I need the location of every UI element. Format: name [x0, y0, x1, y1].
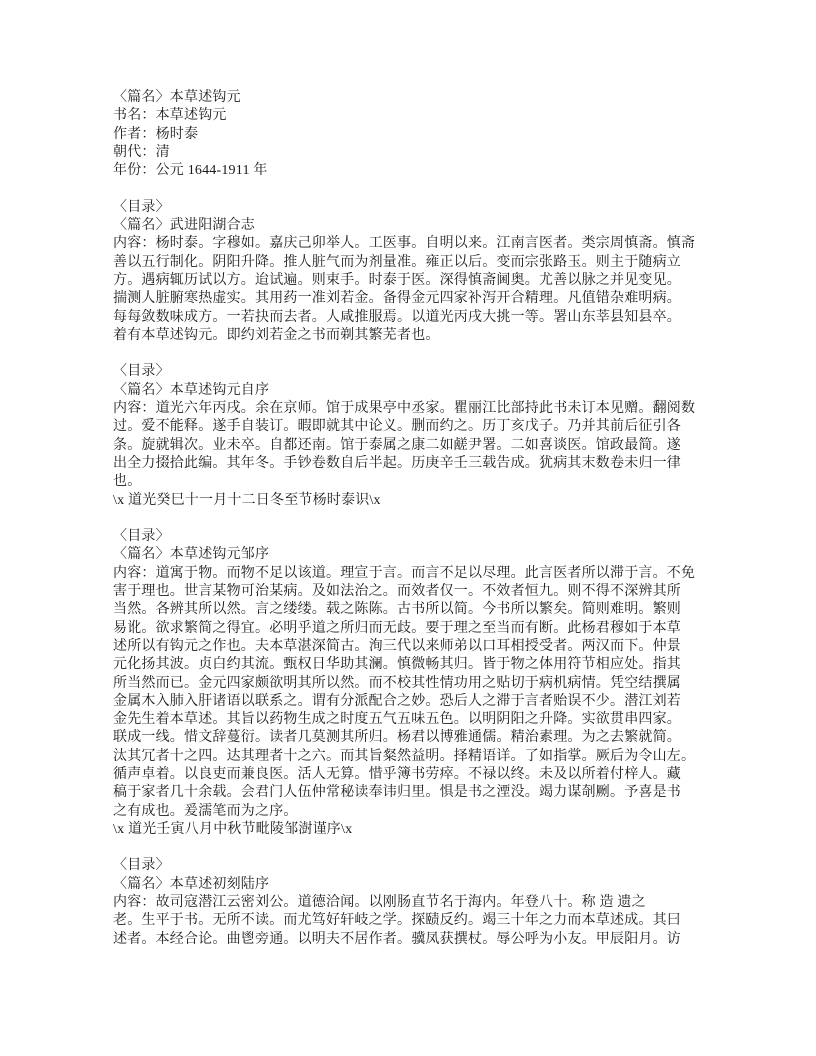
text-line: 汰其冗者十之四。达其理者十之六。而其旨粲然益明。择精语详。了如指掌。厥后为令山左。 [113, 748, 696, 764]
text-line: 内容：杨时泰。字穆如。嘉庆己卯举人。工医事。自明以来。江南言医者。类宗周慎斋。慎斋 [113, 236, 696, 252]
text-section-zixu [113, 363, 753, 509]
text-line: 金先生着本草述。其旨以药物生成之时度五气五味五色。以明阴阳之升降。实欲贯串四家。 [113, 712, 681, 728]
text-line: 也。 [113, 474, 142, 490]
text-line: 述者。本经合论。曲鬯旁通。以明夫不居作者。骥凤获撰杖。辱公呼为小友。甲辰阳月。访 [113, 931, 681, 947]
text-line: 内容：故司寇潜江云密刘公。道德洽闻。以刚肠直节名于海内。年登八十。称 造 遗之 [113, 895, 646, 911]
text-line: 联成一线。惜文辞蔓衍。读者几莫测其所归。杨君以博雅通儒。精治素理。为之去繁就简。 [113, 730, 681, 746]
text-line: 〈篇名〉本草述钩元邹序 [113, 547, 270, 563]
text-line: 揣测人脏腑寒热虚实。其用药一准刘若金。备得金元四家补泻开合精理。凡值错杂难明病。 [113, 291, 681, 307]
text-line: 〈篇名〉本草述钩元 [113, 90, 241, 105]
text-line: 元化扬其波。贞白约其流。甄权日华助其澜。慎微畅其归。皆于物之体用符节相应处。指其 [113, 657, 681, 673]
text-line: 易讹。欲求繁简之得宜。必明乎道之所归而无歧。要于理之至当而有断。此杨君穆如于本草 [113, 620, 681, 636]
text-line: 朝代：清 [113, 144, 170, 160]
text-line: 〈篇名〉武进阳湖合志 [113, 218, 255, 234]
text-line: 之有成也。爰濡笔而为之序。 [113, 803, 298, 819]
text-line: 过。爱不能释。遂手自装订。暇即就其中论义。删而约之。历丁亥戊子。乃并其前后征引各 [113, 419, 681, 435]
text-line: 害于理也。世言某物可治某病。及如法治之。而效者仅一。不效者恒九。则不得不深辨其所 [113, 584, 681, 600]
document-body [113, 89, 753, 949]
text-line: 稿于家者几十余载。会君门人伍仲常秘读奉讳归里。惧是书之湮没。竭力谋剞劂。予喜是书 [113, 785, 681, 801]
text-line: 年份：公元 1644-1911 年 [113, 163, 268, 179]
text-line: 内容：道寓于物。而物不足以该道。理宣于言。而言不足以尽理。此言医者所以滞于言。不免 [113, 565, 696, 581]
text-section-wujin-yanghu-hezhi [113, 199, 753, 345]
text-line: 每每敛数味成方。一若抉而去者。人咸推服焉。以道光丙戌大挑一等。署山东莘县知县卒。 [113, 309, 681, 325]
text-line: 内容：道光六年丙戌。余在京师。馆于成果亭中丞家。瞿丽江比部持此书未订本见赠。翻阅数 [113, 401, 696, 417]
text-section-header [113, 89, 753, 180]
text-line: 〈篇名〉本草述初刻陆序 [113, 876, 270, 892]
text-line: 方。遇病辄历试以方。迨试遍。则束手。时泰于医。深得慎斋阃奥。尤善以脉之并见变见。 [113, 272, 681, 288]
text-line: 金属木入肺入肝诸语以联系之。谓有分派配合之妙。恐后人之滞于言者贻误不少。潜江刘若 [113, 693, 681, 709]
text-line: \x 道光癸巳十一月十二日冬至节杨时泰识\x [113, 492, 381, 508]
text-line: 老。生平于书。无所不读。而尤笃好轩岐之学。探赜反约。竭三十年之力而本草述成。其曰 [113, 913, 681, 929]
text-line: 〈目录〉 [113, 364, 170, 380]
text-line: 书名：本草述钩元 [113, 108, 227, 124]
text-line: 〈目录〉 [113, 529, 170, 545]
text-section-zouxu [113, 528, 753, 839]
text-line: 条。旋就辑次。业未卒。自都还南。馆于泰属之康二如鹾尹署。二如喜谈医。馆政最简。遂 [113, 437, 681, 453]
text-section-luxu [113, 857, 753, 948]
text-line: 循声卓着。以良吏而兼良医。活人无算。惜乎簿书劳瘁。不禄以终。未及以所着付梓人。藏 [113, 766, 681, 782]
text-line: 〈篇名〉本草述钩元自序 [113, 382, 270, 398]
text-line: 当然。各辨其所以然。言之缕缕。载之陈陈。古书所以简。今书所以繁矣。简则难明。繁则 [113, 602, 681, 618]
text-line: 〈目录〉 [113, 199, 170, 215]
text-line: 善以五行制化。阴阳升降。推人脏气而为剂量准。雍正以后。变而宗张路玉。则主于随病立 [113, 254, 681, 270]
text-line: 着有本草述钩元。即约刘若金之书而剃其繁芜者也。 [113, 327, 440, 343]
text-line: \x 道光壬寅八月中秋节毗陵邹澍谨序\x [113, 821, 353, 837]
text-line: 所当然而已。金元四家颇欲明其所以然。而不校其性情功用之贴切于病机病情。凭空结撰属 [113, 675, 681, 691]
text-line: 〈目录〉 [113, 858, 170, 874]
text-line: 出全力掇拾此编。其年冬。手钞卷数自后半起。历庚辛壬三载告成。犹病其末数卷未归一律 [113, 455, 681, 471]
text-line: 述所以有钩元之作也。夫本草湛深简古。洵三代以来师弟以口耳相授受者。两汉而下。仲景 [113, 638, 681, 654]
text-line: 作者：杨时泰 [113, 126, 199, 142]
